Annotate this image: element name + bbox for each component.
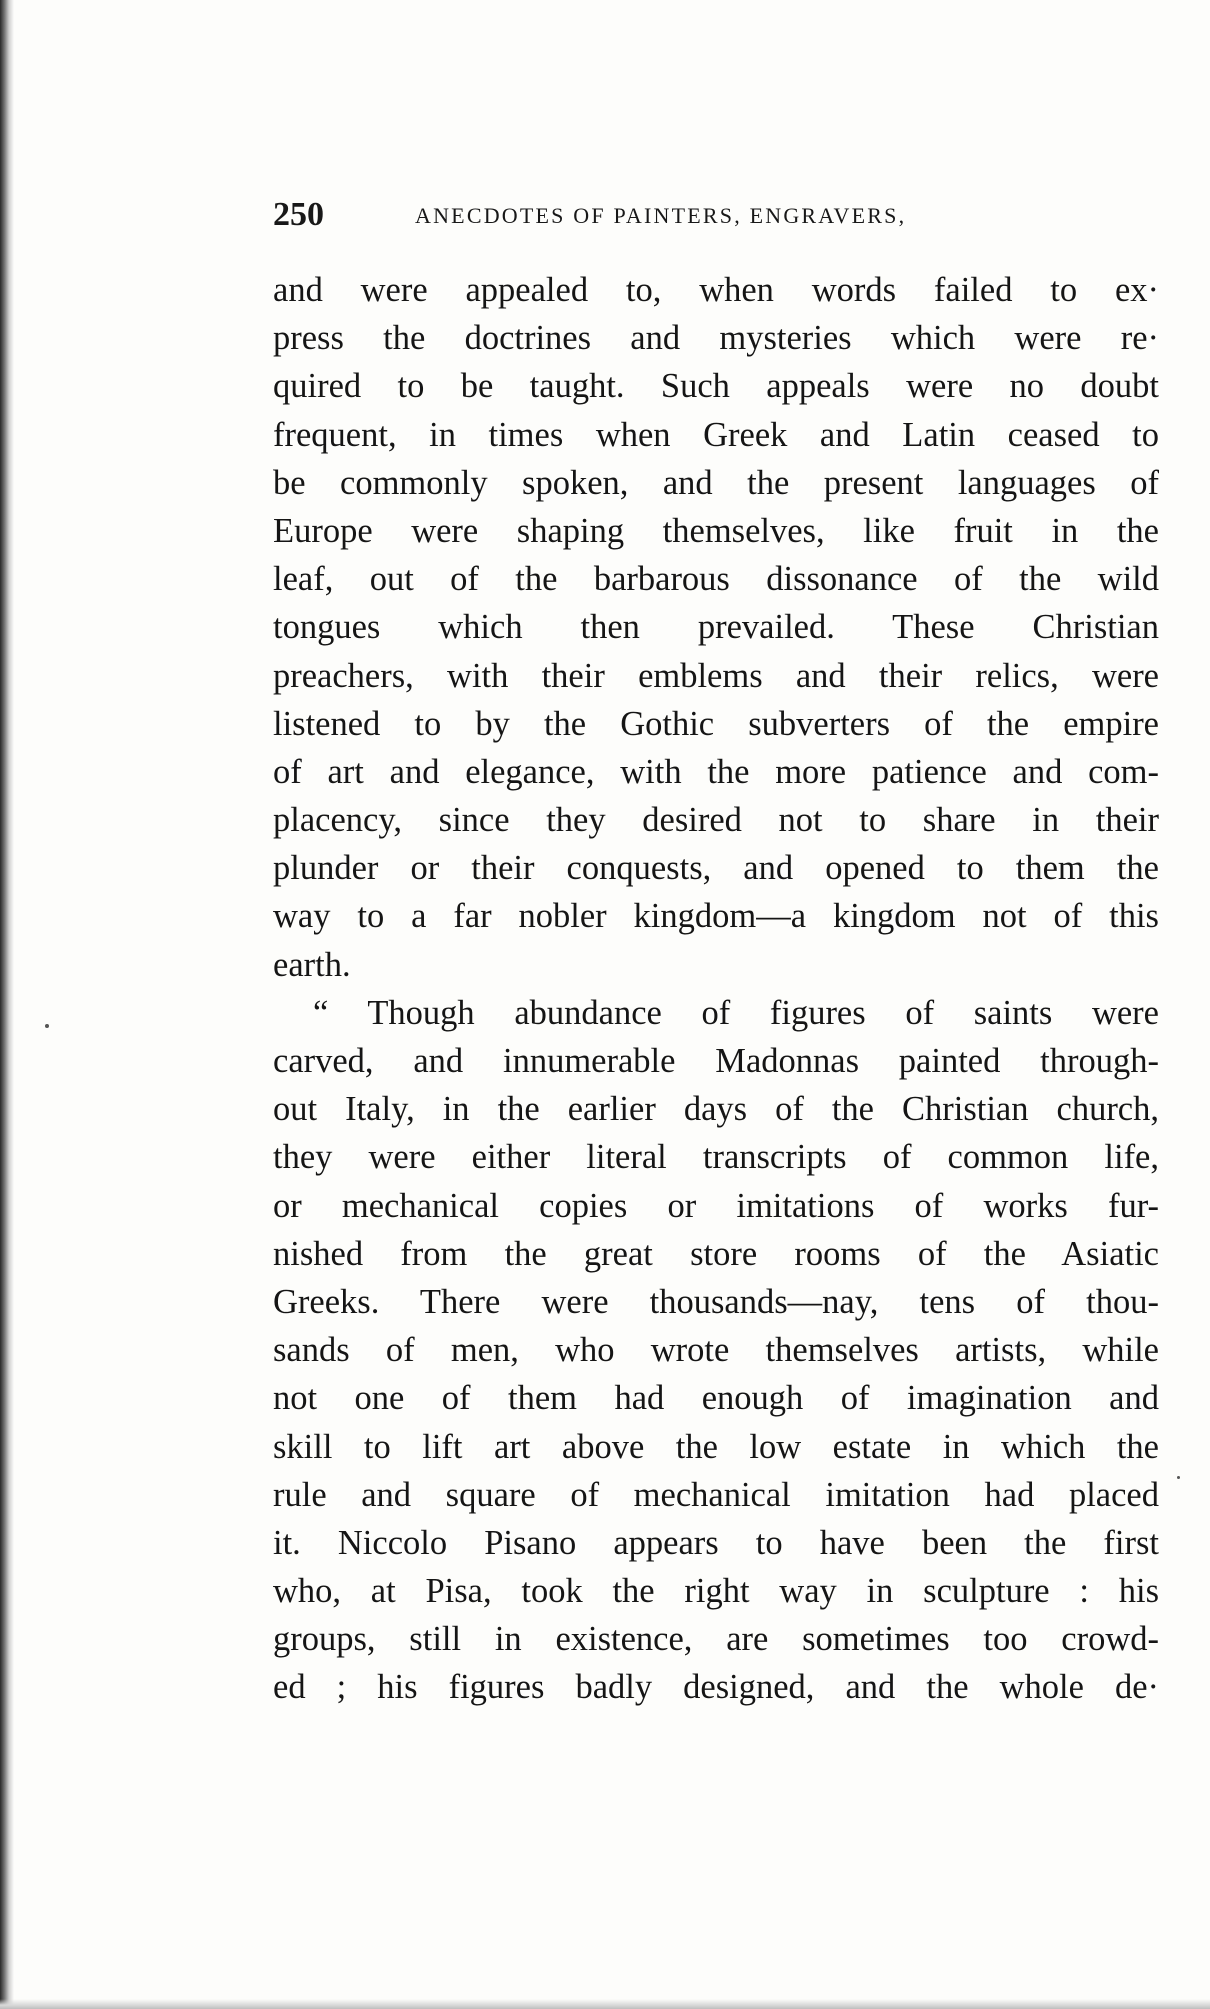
text-line: of art and elegance, with the more patience and com- [273,752,1159,791]
text-line: who, at Pisa, took the right way in sculpture : his [273,1572,1159,1611]
text-line: and were appealed to, when words failed to ex· [273,271,1159,309]
paragraph-1 [273,266,1159,989]
text-line: not one of them had enough of imagination and [273,1379,1159,1418]
text-line: it. Niccolo Pisano appears to have been the first [273,1523,1159,1562]
text-line: tongues which then prevailed. These Christian [273,608,1159,647]
text-line: earth. [273,945,351,984]
page-spine-edge [0,0,14,2009]
paragraph-2 [273,989,1159,1712]
text-line: groups, still in existence, are sometimes too crowd- [273,1620,1159,1659]
text-line: press the doctrines and mysteries which were re· [273,319,1159,358]
page-bottom-edge [0,1999,1210,2009]
running-head-title: ANECDOTES OF PAINTERS, ENGRAVERS, [415,203,907,228]
text-line: listened to by the Gothic subverters of the empire [273,704,1159,743]
text-line: nished from the great store rooms of the Asiatic [273,1234,1159,1273]
text-line: placency, since they desired not to share in their [273,801,1159,840]
text-line: or mechanical copies or imitations of works fur- [273,1186,1159,1225]
text-line: be commonly spoken, and the present languages of [273,463,1159,502]
text-line: carved, and innumerable Madonnas painted through- [273,1042,1159,1080]
text-line: plunder or their conquests, and opened to them the [273,849,1159,888]
text-line: skill to lift art above the low estate in which the [273,1427,1159,1466]
text-line: leaf, out of the barbarous dissonance of the wild [273,560,1159,599]
text-line: rule and square of mechanical imitation had placed [273,1475,1159,1514]
text-line: out Italy, in the earlier days of the Christian church, [273,1090,1159,1129]
text-line: quired to be taught. Such appeals were no doubt [273,367,1159,406]
text-line: Europe were shaping themselves, like fruit in the [273,511,1159,550]
text-line: ed ; his figures badly designed, and the whole de· [273,1668,1159,1707]
paper-speck [45,1024,49,1028]
page-number: 250 [273,196,324,233]
text-line: they were either literal transcripts of common life, [273,1138,1159,1177]
text-line: frequent, in times when Greek and Latin ceased to [273,415,1159,454]
text-line: sands of men, who wrote themselves artists, while [273,1331,1159,1370]
running-header [273,192,1159,238]
text-line: preachers, with their emblems and their relics, were [273,656,1159,695]
text-line: “ Though abundance of figures of saints were [313,993,1159,1032]
paper-speck [1177,1476,1180,1479]
text-line: way to a far nobler kingdom—a kingdom not of this [273,897,1159,936]
body-text [273,266,1159,1712]
text-line: Greeks. There were thousands—nay, tens of thou- [273,1282,1159,1321]
